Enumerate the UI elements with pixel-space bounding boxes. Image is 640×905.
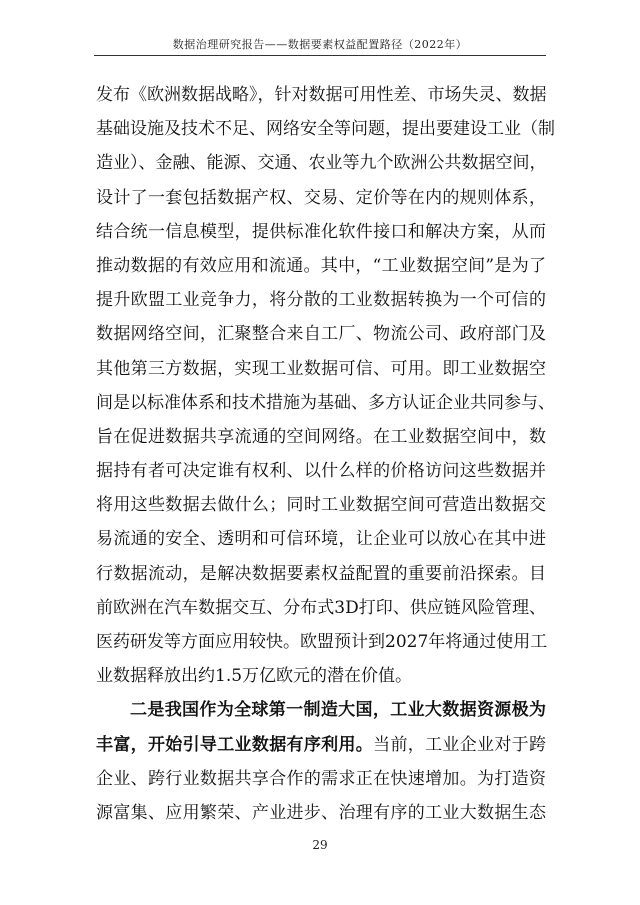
body-text bbox=[96, 78, 555, 830]
text-line: 发布《欧洲数据战略》，针对数据可用性差、市场失灵、数据 bbox=[96, 85, 547, 105]
text-run: 当前，工业企业对于跨 bbox=[373, 734, 547, 755]
text-line: 业数据释放出约1.5万亿欧元的潜在价值。 bbox=[96, 666, 413, 687]
text-line: 基础设施及技术不足、网络安全等问题，提出要建设工业（制 bbox=[96, 119, 555, 140]
paragraph-eu-data-strategy bbox=[96, 78, 555, 693]
header-divider bbox=[94, 55, 546, 56]
text-line: 结合统一信息模型，提供标准化软件接口和解决方案，从而 bbox=[96, 221, 546, 242]
page-number: 29 bbox=[312, 838, 328, 852]
bold-heading-line: 二是我国作为全球第一制造大国，工业大数据资源极为 bbox=[130, 700, 546, 721]
text-line: 易流通的安全、透明和可信环境，让企业可以放心在其中进 bbox=[96, 529, 546, 550]
text-line: 前欧洲在汽车数据交互、分布式3D打印、供应链风险管理、 bbox=[96, 597, 546, 618]
text-line: 源富集、应用繁荣、产业进步、治理有序的工业大数据生态 bbox=[96, 802, 546, 823]
text-line: 造业）、金融、能源、交通、农业等九个欧洲公共数据空间， bbox=[96, 153, 547, 174]
bold-heading-continuation: 丰富，开始引导工业数据有序利用。 bbox=[96, 734, 374, 755]
text-line: 数据网络空间，汇聚整合来自工厂、物流公司、政府部门及 bbox=[96, 324, 546, 345]
text-line: 据持有者可决定谁有权利、以什么样的价格访问这些数据并 bbox=[96, 461, 546, 482]
running-header: 数据治理研究报告——数据要素权益配置路径（2022年） bbox=[172, 38, 468, 51]
text-line bbox=[96, 728, 546, 762]
text-line: 医药研发等方面应用较快。欧盟预计到2027年将通过使用工 bbox=[96, 632, 548, 652]
text-line: 将用这些数据去做什么；同时工业数据空间可营造出数据交 bbox=[96, 495, 546, 516]
text-line: 推动数据的有效应用和流通。其中，“工业数据空间”是为了 bbox=[96, 255, 546, 276]
text-line: 旨在促进数据共享流通的空间网络。在工业数据空间中，数 bbox=[96, 426, 546, 447]
text-line: 其他第三方数据，实现工业数据可信、可用。即工业数据空 bbox=[96, 358, 546, 379]
text-line: 间是以标准体系和技术措施为基础、多方认证企业共同参与、 bbox=[96, 392, 555, 413]
text-line: 企业、跨行业数据共享合作的需求正在快速增加。为打造资 bbox=[96, 768, 546, 789]
text-line: 行数据流动，是解决数据要素权益配置的重要前沿探索。目 bbox=[96, 563, 546, 584]
text-line: 设计了一套包括数据产权、交易、定价等在内的规则体系， bbox=[96, 187, 546, 208]
paragraph-china-industrial-data bbox=[96, 693, 546, 830]
text-line: 提升欧盟工业竞争力，将分散的工业数据转换为一个可信的 bbox=[96, 290, 546, 311]
